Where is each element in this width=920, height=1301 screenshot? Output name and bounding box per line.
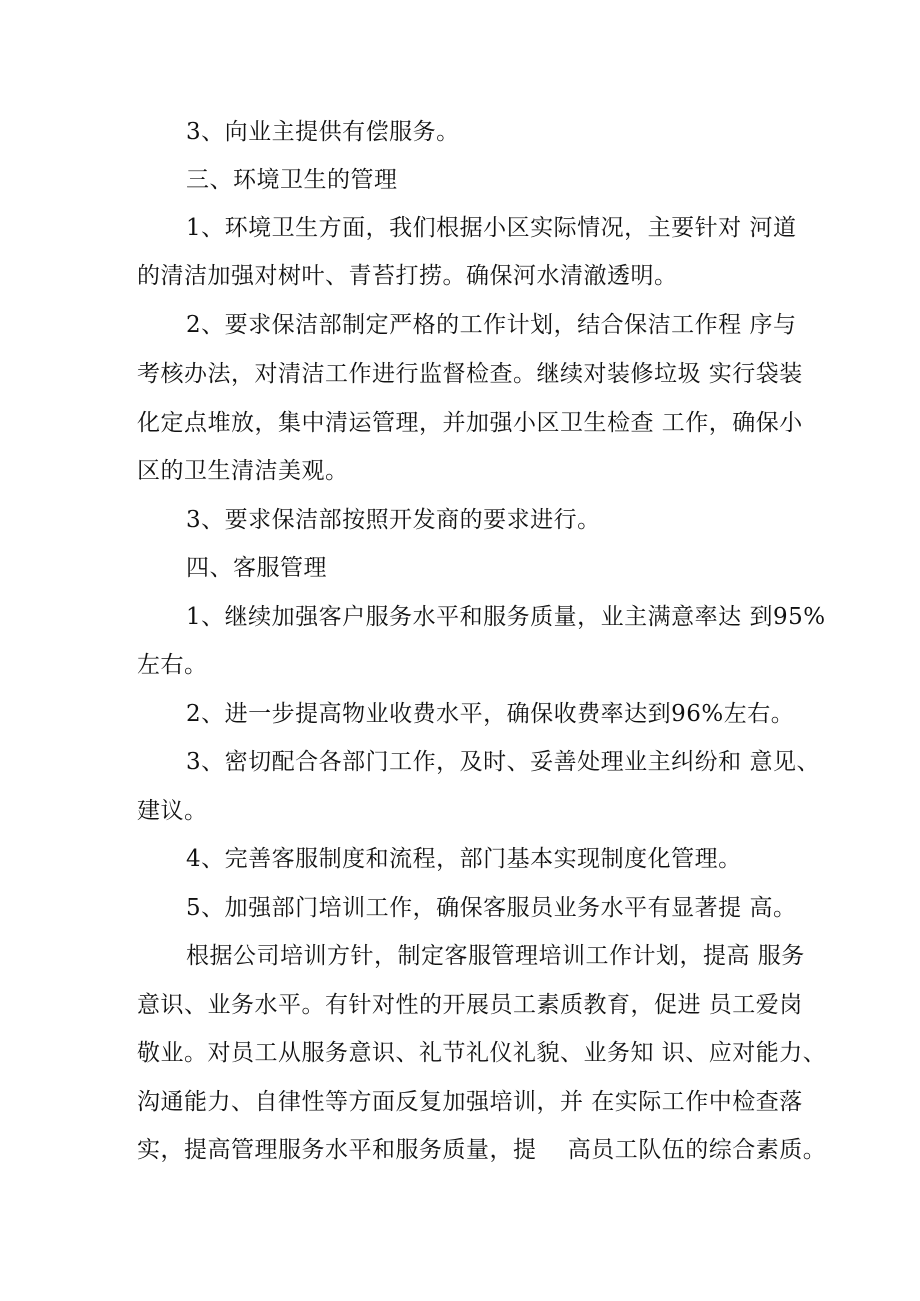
paragraph-line: 4、完善客服制度和流程，部门基本实现制度化管理。 xyxy=(186,846,742,872)
paragraph-line: 敬业。对员工从服务意识、礼节礼仪礼貌、业务知 识、应对能力、 xyxy=(137,1040,827,1066)
paragraph-line: 1、继续加强客户服务水平和服务质量，业主满意率达 到95% xyxy=(186,604,826,630)
paragraph-line: 1、环境卫生方面，我们根据小区实际情况，主要针对 河道 xyxy=(186,215,797,241)
section-heading-environment: 三、环境卫生的管理 xyxy=(186,167,398,193)
paragraph-line: 2、进一步提高物业收费水平，确保收费率达到96%左右。 xyxy=(186,701,795,727)
paragraph-line: 2、要求保洁部制定严格的工作计划，结合保洁工作程 序与 xyxy=(186,312,797,338)
paragraph-line: 意识、业务水平。有针对性的开展员工素质教育，促进 员工爱岗 xyxy=(137,992,803,1018)
paragraph-line: 建议。 xyxy=(137,798,208,824)
paragraph-line: 左右。 xyxy=(137,652,208,678)
paragraph-line: 考核办法，对清洁工作进行监督检查。继续对装修垃圾 实行袋装 xyxy=(137,361,803,387)
paragraph-line: 的清洁加强对树叶、青苔打捞。确保河水清澈透明。 xyxy=(137,263,678,289)
list-item-paid-services: 3、向业主提供有偿服务。 xyxy=(186,119,460,145)
paragraph-line: 沟通能力、自律性等方面反复加强培训，并 在实际工作中检查落 xyxy=(137,1089,803,1115)
list-item-developer-requirements: 3、要求保洁部按照开发商的要求进行。 xyxy=(186,507,601,533)
paragraph-line: 区的卫生清洁美观。 xyxy=(137,458,349,484)
paragraph-line: 化定点堆放，集中清运管理，并加强小区卫生检查 工作，确保小 xyxy=(137,410,803,436)
paragraph-line: 5、加强部门培训工作，确保客服员业务水平有显著提 高。 xyxy=(186,895,797,921)
paragraph-line: 3、密切配合各部门工作，及时、妥善处理业主纠纷和 意见、 xyxy=(186,749,820,775)
section-heading-customer-service: 四、客服管理 xyxy=(186,555,327,581)
paragraph-line: 实，提高管理服务水平和服务质量，提 高员工队伍的综合素质。 xyxy=(137,1137,827,1163)
paragraph-line: 根据公司培训方针，制定客服管理培训工作计划，提高 服务 xyxy=(186,943,805,969)
